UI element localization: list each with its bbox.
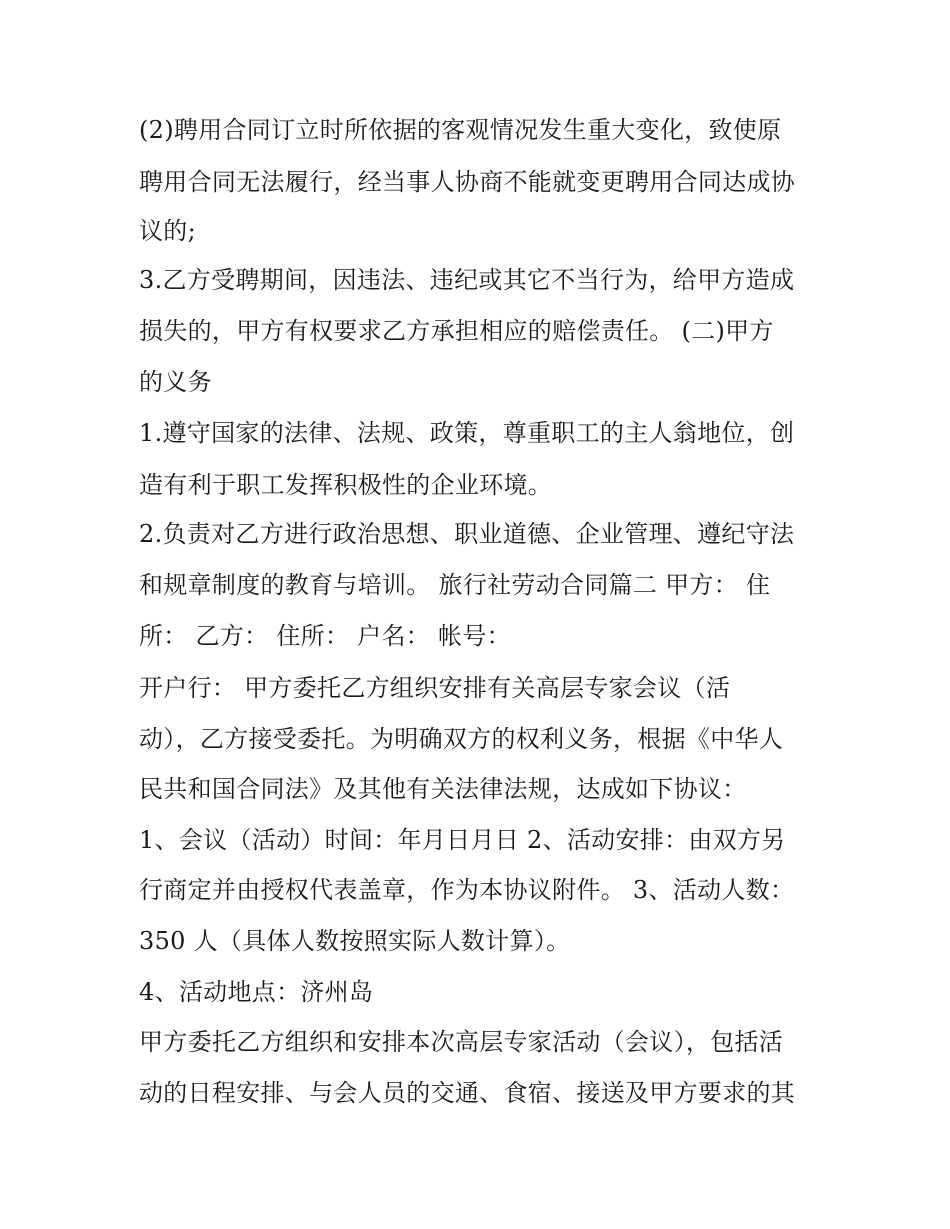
- text-line: 1.遵守国家的法律、法规、政策，尊重职工的主人翁地位，创: [139, 419, 795, 447]
- text-line: 损失的，甲方有权要求乙方承担相应的赔偿责任。 (二)甲方: [139, 317, 774, 345]
- text-line: 开户行： 甲方委托乙方组织安排有关高层专家会议（活: [139, 674, 731, 702]
- text-line: 甲方委托乙方组织和安排本次高层专家活动（会议），包括活: [139, 1028, 784, 1056]
- text-line: 行商定并由授权代表盖章，作为本协议附件。 3、活动人数：: [139, 876, 795, 904]
- text-line: 2.负责对乙方进行政治思想、职业道德、企业管理、遵纪守法: [139, 520, 795, 548]
- text-line: 民共和国合同法》及其他有关法律法规，达成如下协议：: [139, 775, 747, 803]
- text-line: 动），乙方接受委托。为明确双方的权利义务，根据《中华人: [139, 725, 784, 753]
- text-line: 聘用合同无法履行，经当事人协商不能就变更聘用合同达成协: [139, 168, 796, 196]
- text-line: 4、活动地点：济州岛: [139, 978, 374, 1006]
- text-line: 350 人（具体人数按照实际人数计算）。: [139, 927, 571, 955]
- text-line: 的义务: [139, 368, 212, 396]
- text-line: 所： 乙方： 住所： 户名： 帐号：: [139, 622, 511, 650]
- text-line: 1、会议（活动）时间：年月日月日 2、活动安排：由双方另: [139, 826, 786, 854]
- text-line: 3.乙方受聘期间，因违法、违纪或其它不当行为，给甲方造成: [139, 266, 795, 294]
- text-line: 造有利于职工发挥积极性的企业环境。: [139, 471, 553, 499]
- text-line: 和规章制度的教育与培训。 旅行社劳动合同篇二 甲方： 住: [139, 571, 771, 599]
- text-line: 议的;: [139, 217, 196, 245]
- text-line: (2)聘用合同订立时所依据的客观情况发生重大变化，致使原: [139, 116, 782, 144]
- text-line: 动的日程安排、与会人员的交通、食宿、接送及甲方要求的其: [139, 1079, 796, 1107]
